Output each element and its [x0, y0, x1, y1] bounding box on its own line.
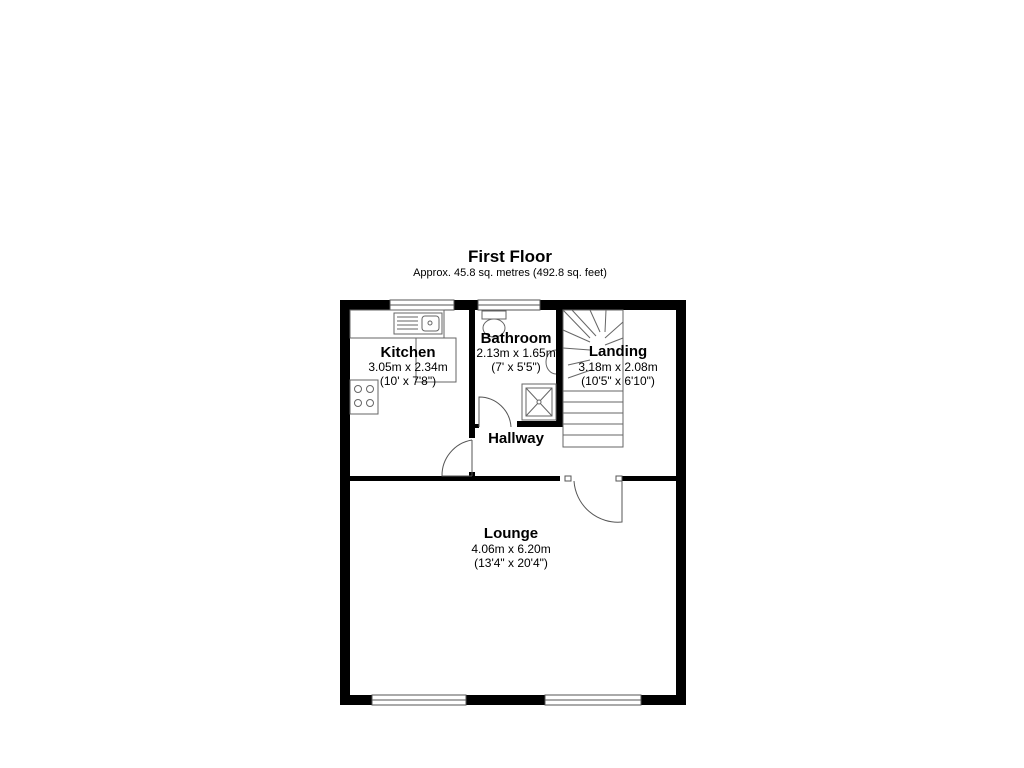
room-label-hallway: Hallway [488, 430, 544, 447]
bathroom-window [478, 300, 540, 310]
wall-bathroom-hallway [517, 421, 563, 427]
lounge-door-jamb-left [565, 476, 571, 481]
room-dimensions-imperial: (10'5" x 6'10") [581, 374, 655, 388]
sink-icon [394, 313, 442, 334]
lounge-door-jamb-right [616, 476, 622, 481]
room-dimensions-metric: 3.18m x 2.08m [578, 360, 658, 374]
room-name: Lounge [483, 525, 539, 542]
kitchen-window [390, 300, 454, 310]
room-dimensions-metric: 3.05m x 2.34m [368, 360, 448, 374]
room-name: Landing [588, 343, 648, 360]
wall-lounge-right [622, 476, 676, 481]
floor-title: First Floor [467, 247, 553, 266]
room-dimensions-metric: 4.06m x 6.20m [471, 542, 551, 556]
shower-tray-icon [522, 384, 556, 420]
room-dimensions-imperial: (10' x 7'8") [379, 374, 437, 388]
room-name: Kitchen [380, 344, 436, 361]
floor-area: Approx. 45.8 sq. metres (492.8 sq. feet) [413, 267, 607, 279]
lounge-door [574, 481, 622, 522]
bathroom-door [479, 397, 511, 427]
lounge-window-left [372, 695, 466, 705]
room-dimensions-imperial: (13'4" x 20'4") [474, 556, 548, 570]
wall-lounge-left [350, 476, 560, 481]
wall-kitchen-bathroom [469, 310, 475, 438]
wall-bathroom-door-jamb [475, 424, 479, 428]
lounge-window-right [545, 695, 641, 705]
room-name: Bathroom [480, 330, 552, 347]
room-dimensions-imperial: (7' x 5'5") [491, 360, 541, 374]
room-dimensions-metric: 2.13m x 1.65m [476, 346, 556, 360]
